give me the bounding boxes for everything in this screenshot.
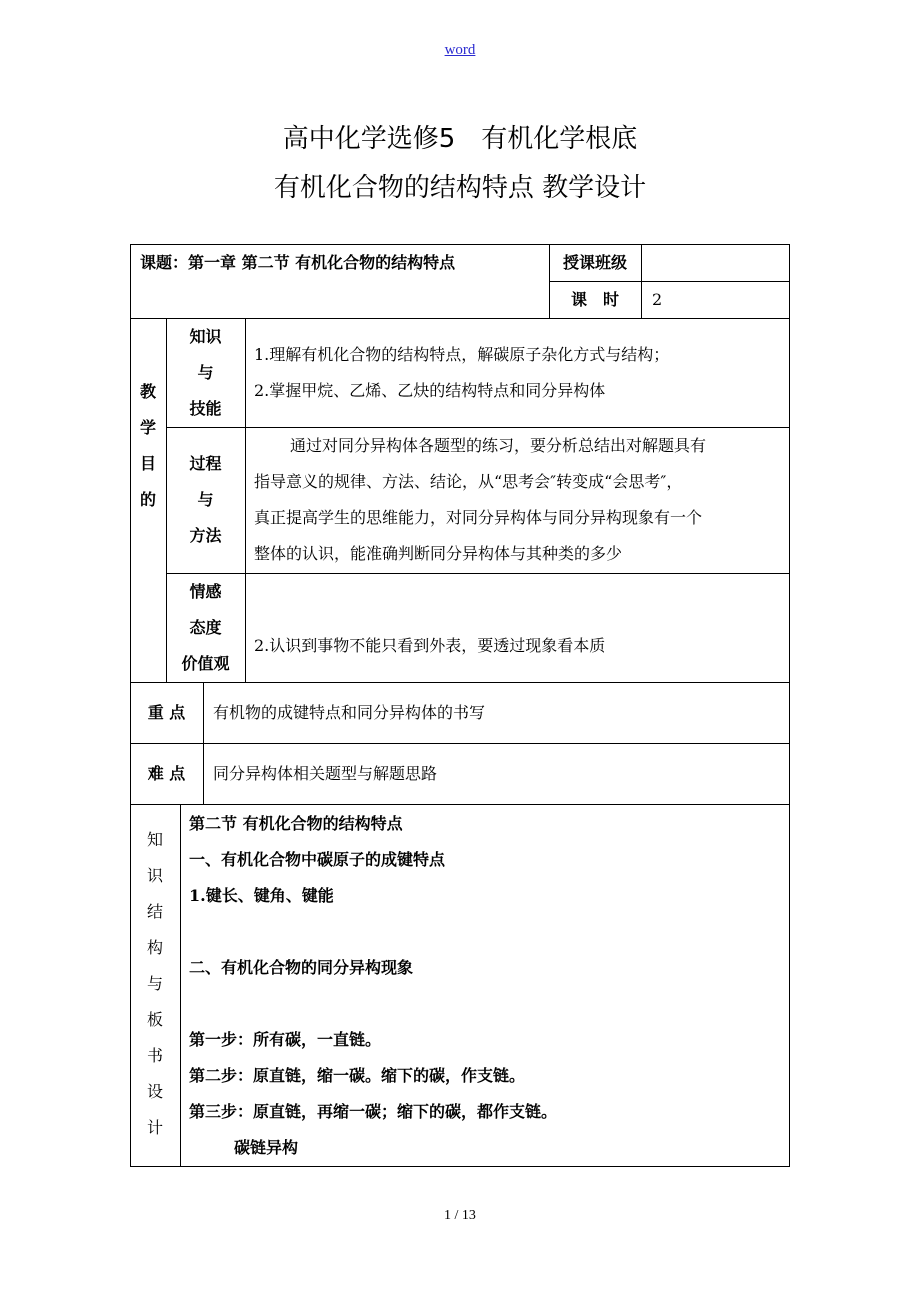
objective-attitude-label: 情感 态度 价值观 [181, 582, 230, 673]
objectives-label-char: 教 [139, 382, 156, 401]
objective-process-text: 通过对同分异构体各题型的练习，要分析总结出对解题具有 指导意义的规律、方法、结论，从“思考会″转变成“会思考″， 真正提高学生的思维能力，对同分异构体与同分异构现象有一个 整体的认识，能准确判断同分异构体与其种类的多少 [254, 436, 707, 563]
board-line: 二、有机化合物的同分异构现象 [189, 958, 414, 977]
objective-process-label: 过程 与 方法 [189, 454, 222, 545]
board-line: 第二节 有机化合物的结构特点 [189, 814, 403, 833]
topic-cell: 课题：第一章 第二节 有机化合物的结构特点 [140, 253, 456, 272]
objective-attitude-text: 2.认识到事物不能只看到外表，要透过现象看本质 [254, 636, 606, 655]
board-line: 碳链异构 [234, 1138, 299, 1157]
board-line: 1.键长、键角、键能 [189, 886, 334, 905]
objective-knowledge-label: 知识 与 技能 [189, 327, 222, 418]
objectives-label-char: 目 [139, 454, 156, 473]
document-title-line1: 高中化学选修5 有机化学根底 [282, 124, 638, 154]
hours-value: 2 [652, 290, 663, 309]
hours-label: 课 时 [570, 290, 619, 309]
difficult-point-label: 难 点 [147, 764, 186, 783]
difficult-point-text: 同分异构体相关题型与解题思路 [213, 764, 438, 783]
objectives-label [130, 374, 166, 518]
class-label: 授课班级 [562, 253, 627, 272]
document-title-line2: 有机化合物的结构特点 教学设计 [273, 173, 647, 203]
board-line: 一、有机化合物中碳原子的成键特点 [189, 850, 446, 869]
board-line: 第一步：所有碳，一直链。 [189, 1030, 382, 1049]
objective-knowledge-text: 1.理解有机化合物的结构特点，解碳原子杂化方式与结构； 2.掌握甲烷、乙烯、乙炔的结构特点和同分异构体 [254, 345, 670, 400]
board-line: 第三步：原直链，再缩一碳；缩下的碳，都作支链。 [189, 1102, 558, 1121]
objectives-label-char: 的 [139, 490, 156, 509]
header-word-link[interactable]: word [444, 42, 476, 58]
objectives-label-char: 学 [139, 418, 156, 437]
board-line: 第二步：原直链，缩一碳。缩下的碳，作支链。 [189, 1066, 526, 1085]
page-number: 1 / 13 [444, 1208, 476, 1223]
key-point-label: 重 点 [147, 703, 186, 722]
board-design-label: 知 识 结 构 与 板 书 设 计 [146, 830, 163, 1137]
key-point-text: 有机物的成键特点和同分异构体的书写 [213, 703, 486, 722]
